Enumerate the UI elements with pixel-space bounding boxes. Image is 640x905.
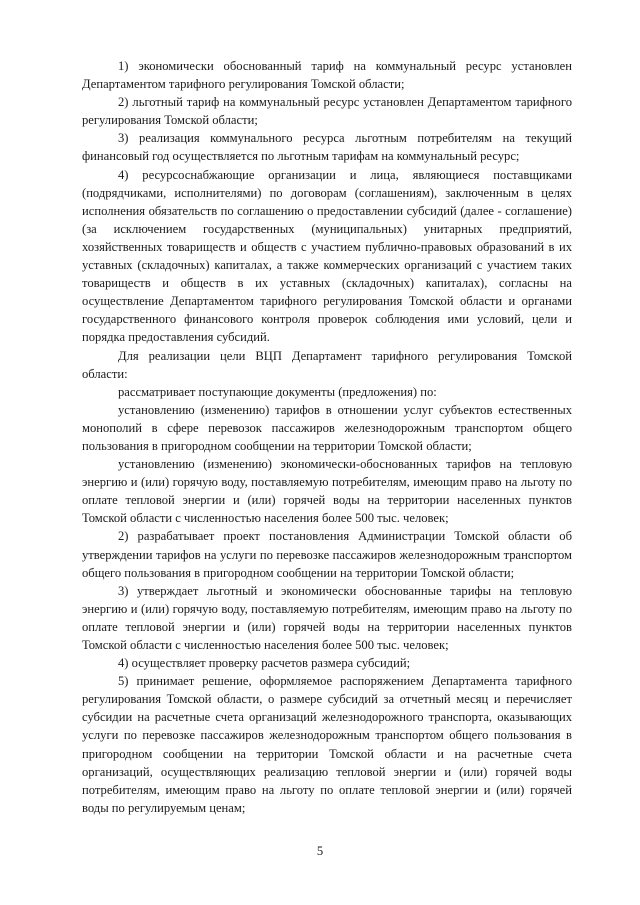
- paragraph-rail-tariffs: установлению (изменению) тарифов в отношении услуг субъектов естественных монополий в сфере перевозок пассажиров железнодорожным транспортом общего пользования в пригородном сообщении на территории Томской области;: [82, 402, 572, 453]
- paragraph-reviews-documents: рассматривает поступающие документы (предложения) по:: [118, 384, 437, 399]
- paragraph-preferential-tariff: 2) льготный тариф на коммунальный ресурс установлен Департаментом тарифного регулирования Томской области;: [82, 95, 572, 128]
- paragraph-subsidy-decision: 5) принимает решение, оформляемое распоряжением Департамента тарифного регулирования Томской области, о размере субсидий за отчетный месяц и перечисляет субсидии на расчетные счета организаций железнодорожного транспорта, оказывающих услуги по перевозке пассажиров железнодорожным транспортом общего пользования в пригородном сообщении на территории Томской области и на расчетные счета организаций, осуществляющих реализацию тепловой энергии и (или) горячей воды потребителям, имеющим право на льготу по оплате тепловой энергии и (или) горячей воды по регулируемым ценам;: [82, 674, 572, 815]
- paragraph-economic-tariff: 1) экономически обоснованный тариф на коммунальный ресурс установлен Департаментом тарифного регулирования Томской области;: [82, 59, 572, 92]
- paragraph-heat-tariffs: установлению (изменению) экономически-обоснованных тарифов на тепловую энергию и (или) горячую воду, поставляемую потребителям, имеющим право на льготу по оплате тепловой энергии и (или) горячей воды на территории населенных пунктов Томской области с численностью населения более 500 тыс. человек;: [82, 457, 572, 526]
- paragraph-resource-sale: 3) реализация коммунального ресурса льготным потребителям на текущий финансовый год осуществляется по льготным тарифам на коммунальный ресурс;: [82, 131, 572, 164]
- paragraph-approves-tariffs: 3) утверждает льготный и экономически обоснованные тарифы на тепловую энергию и (или) горячую воду, поставляемую потребителям, имеющим право на льготу по оплате тепловой энергии и (или) горячей воды на территории населенных пунктов Томской области с численностью населения более 500 тыс. человек;: [82, 583, 572, 652]
- document-body: [82, 57, 572, 817]
- paragraph-vcp-intro: Для реализации цели ВЦП Департамент тарифного регулирования Томской области:: [82, 348, 572, 381]
- paragraph-checks-calculations: 4) осуществляет проверку расчетов размера субсидий;: [118, 656, 411, 671]
- paragraph-supplier-consent: 4) ресурсоснабжающие организации и лица, являющиеся поставщиками (подрядчиками, исполнителями) по договорам (соглашениям), заключенным в целях исполнения обязательств по соглашению о предоставлении субсидий (далее - соглашение) (за исключением государственных (муниципальных) унитарных предприятий, хозяйственных товариществ и обществ с участием публично-правовых образований в их уставных (складочных) капиталах, а также коммерческих организаций с участием таких товариществ и обществ в их уставных (складочных) капиталах), согласны на осуществление Департаментом тарифного регулирования Томской области и органами государственного финансового контроля проверок соблюдения ими условий, цели и порядка предоставления субсидий.: [82, 167, 572, 345]
- page-number: 5: [316, 844, 324, 858]
- paragraph-draft-resolution: 2) разрабатывает проект постановления Администрации Томской области об утверждении тарифов на услуги по перевозке пассажиров железнодорожным транспортом общего пользования в пригородном сообщении на территории Томской области;: [82, 529, 572, 580]
